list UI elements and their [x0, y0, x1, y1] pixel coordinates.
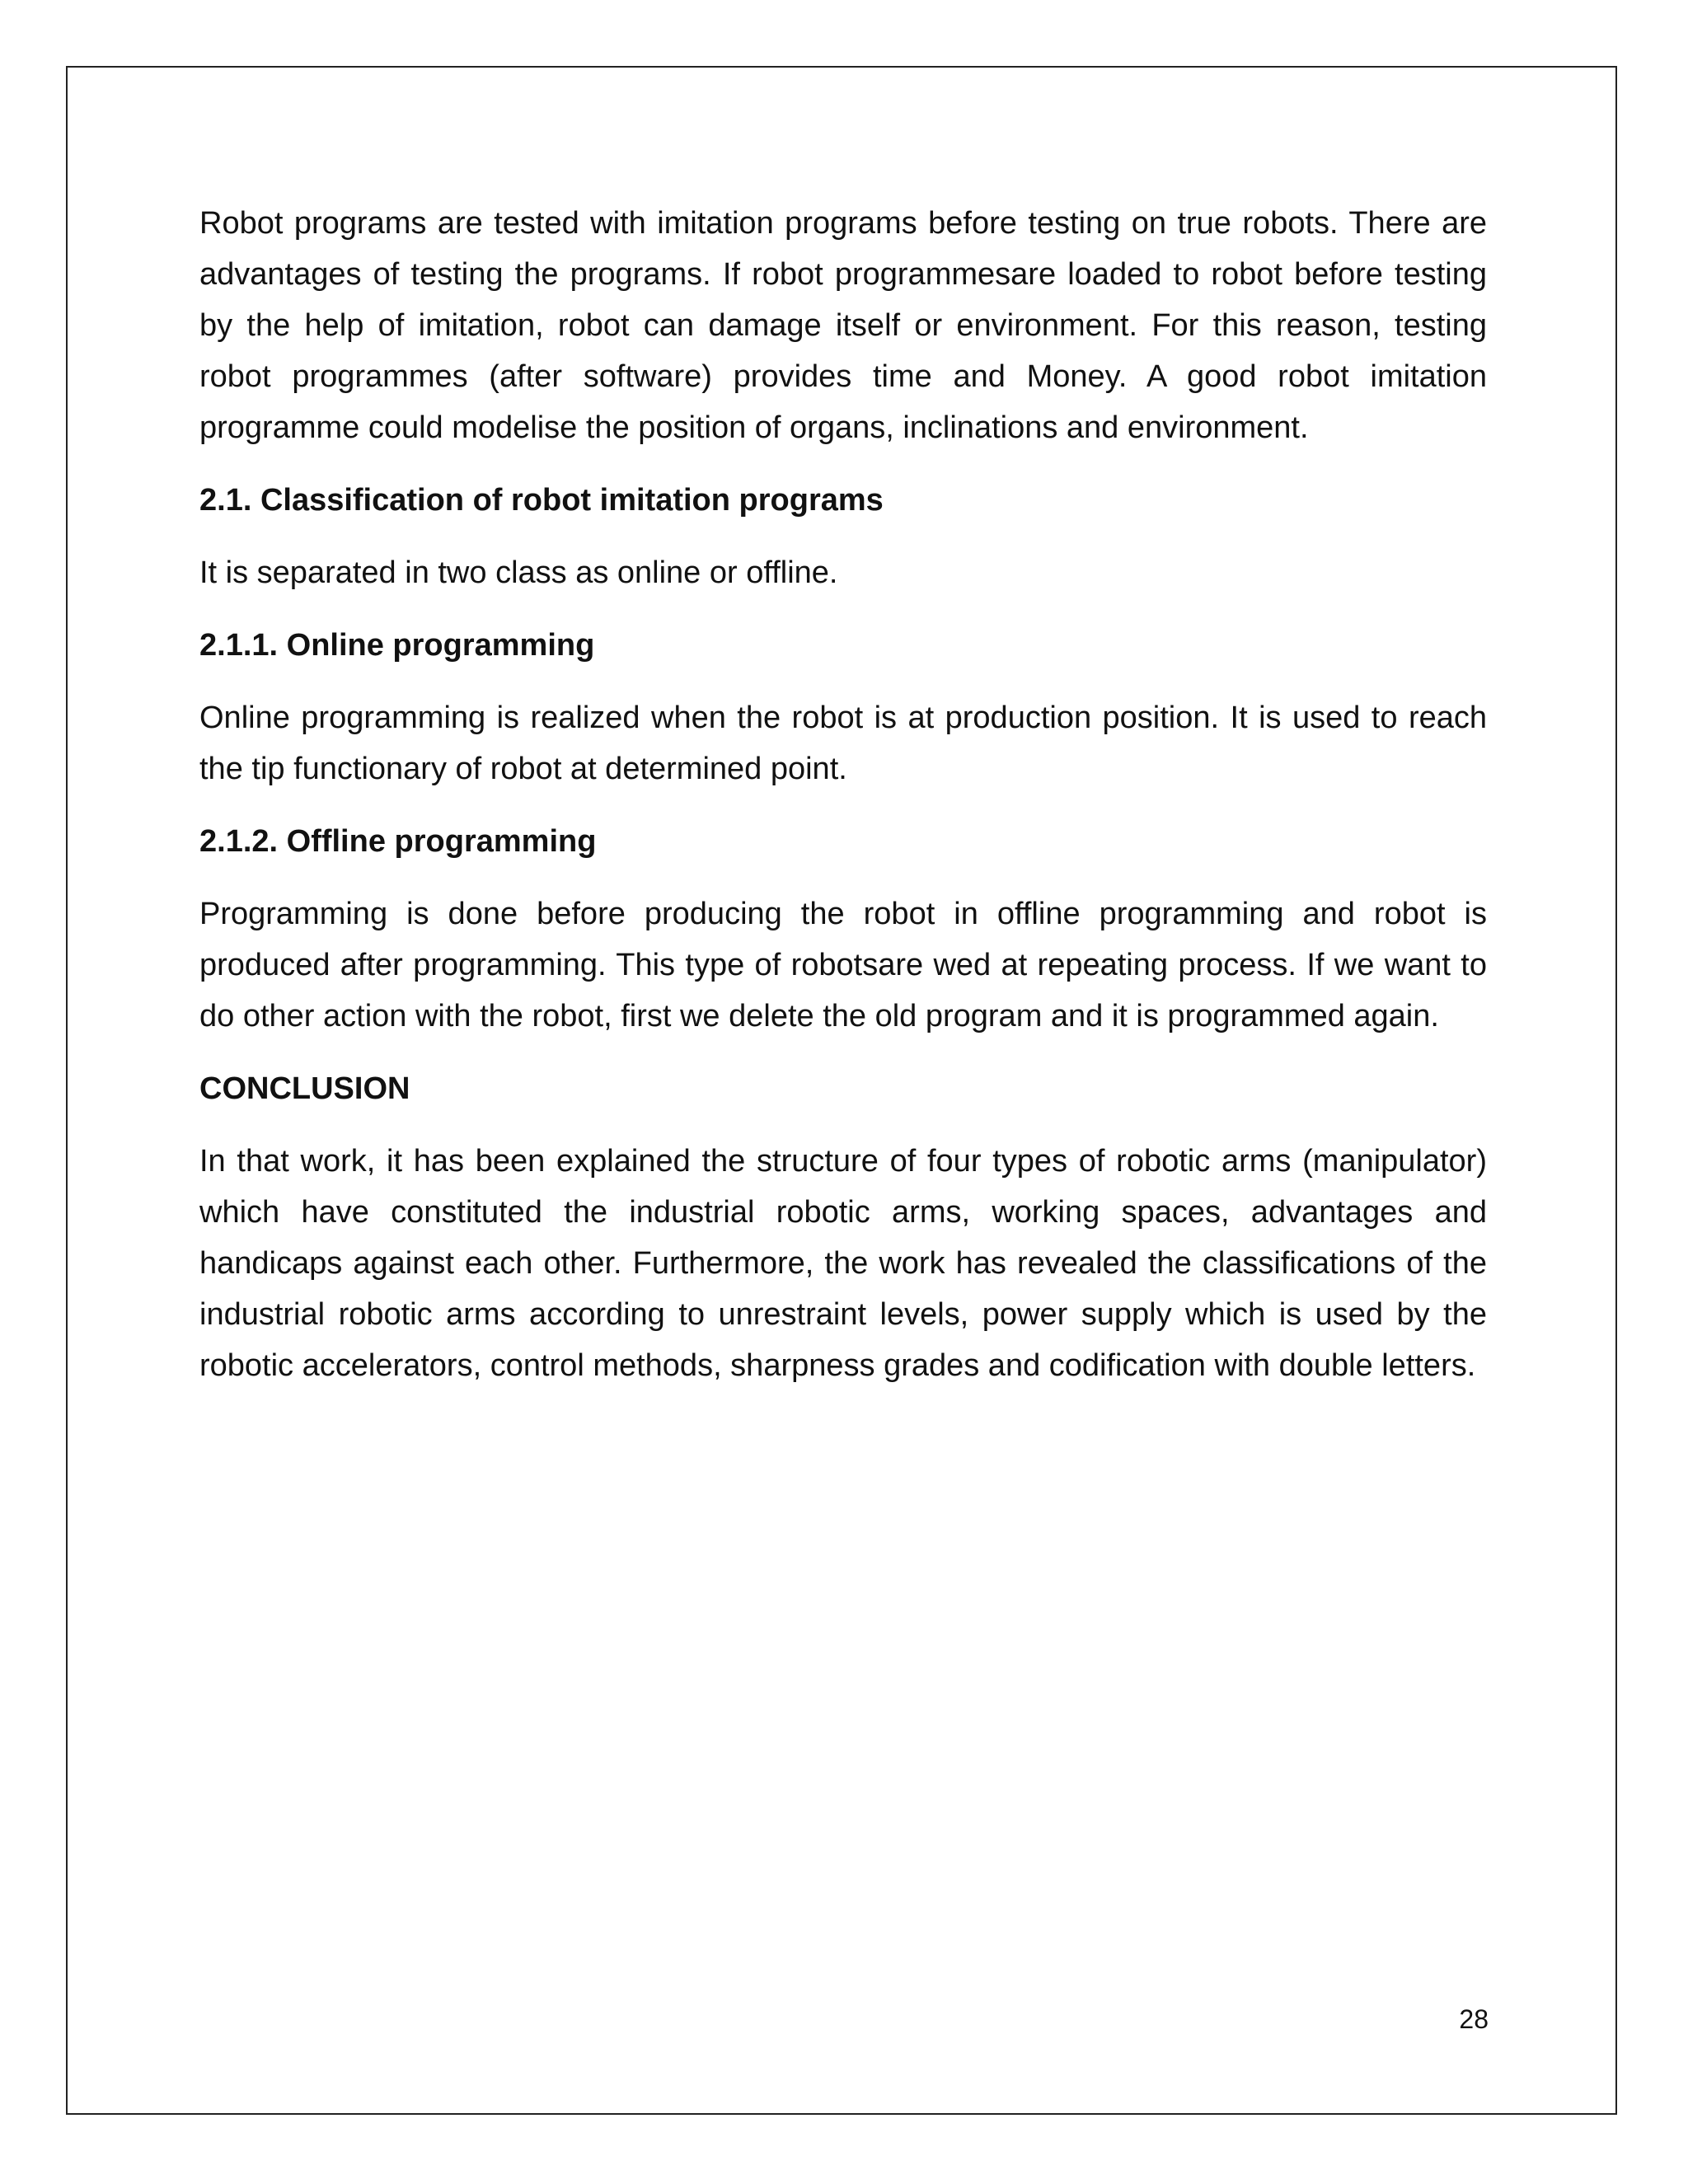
section-2-1-2-text: Programming is done before producing the robot in offline programming and robot is produced after programming. This type of robotsare wed at repeating process. If we want to do other action with the robot, first we delete the old program and it is programmed again. — [199, 897, 1487, 1033]
conclusion-text: In that work, it has been explained the structure of four types of robotic arms (manipulator) which have constituted the industrial robotic arms, working spaces, advantages and handicaps against each other. Furthermore, the work has revealed the classifications of the industrial robotic arms according to unrestraint levels, power supply which is used by the robotic accelerators, control methods, sharpness grades and codification with double letters. — [199, 1144, 1487, 1383]
page-number: 28 — [1459, 2004, 1489, 2034]
conclusion-heading: CONCLUSION — [199, 1071, 410, 1106]
section-2-1-1-heading: 2.1.1. Online programming — [199, 628, 595, 663]
intro-paragraph: Robot programs are tested with imitation programs before testing on true robots. There are advantages of testing the programs. If robot programmesare loaded to robot before testing by the help of imitation, robot can damage itself or environment. For this reason, testing robot programmes (after software) provides time and Money. A good robot imitation programme could modelise the position of organs, inclinations and environment. — [199, 206, 1487, 445]
section-2-1-1-text: Online programming is realized when the robot is at production position. It is used to reach the tip functionary of robot at determined point. — [199, 701, 1487, 786]
section-2-1-text: It is separated in two class as online or offline. — [199, 555, 838, 590]
section-2-1-2-heading: 2.1.2. Offline programming — [199, 824, 597, 859]
page-content — [199, 198, 1487, 1413]
section-2-1-heading: 2.1. Classification of robot imitation programs — [199, 483, 884, 518]
